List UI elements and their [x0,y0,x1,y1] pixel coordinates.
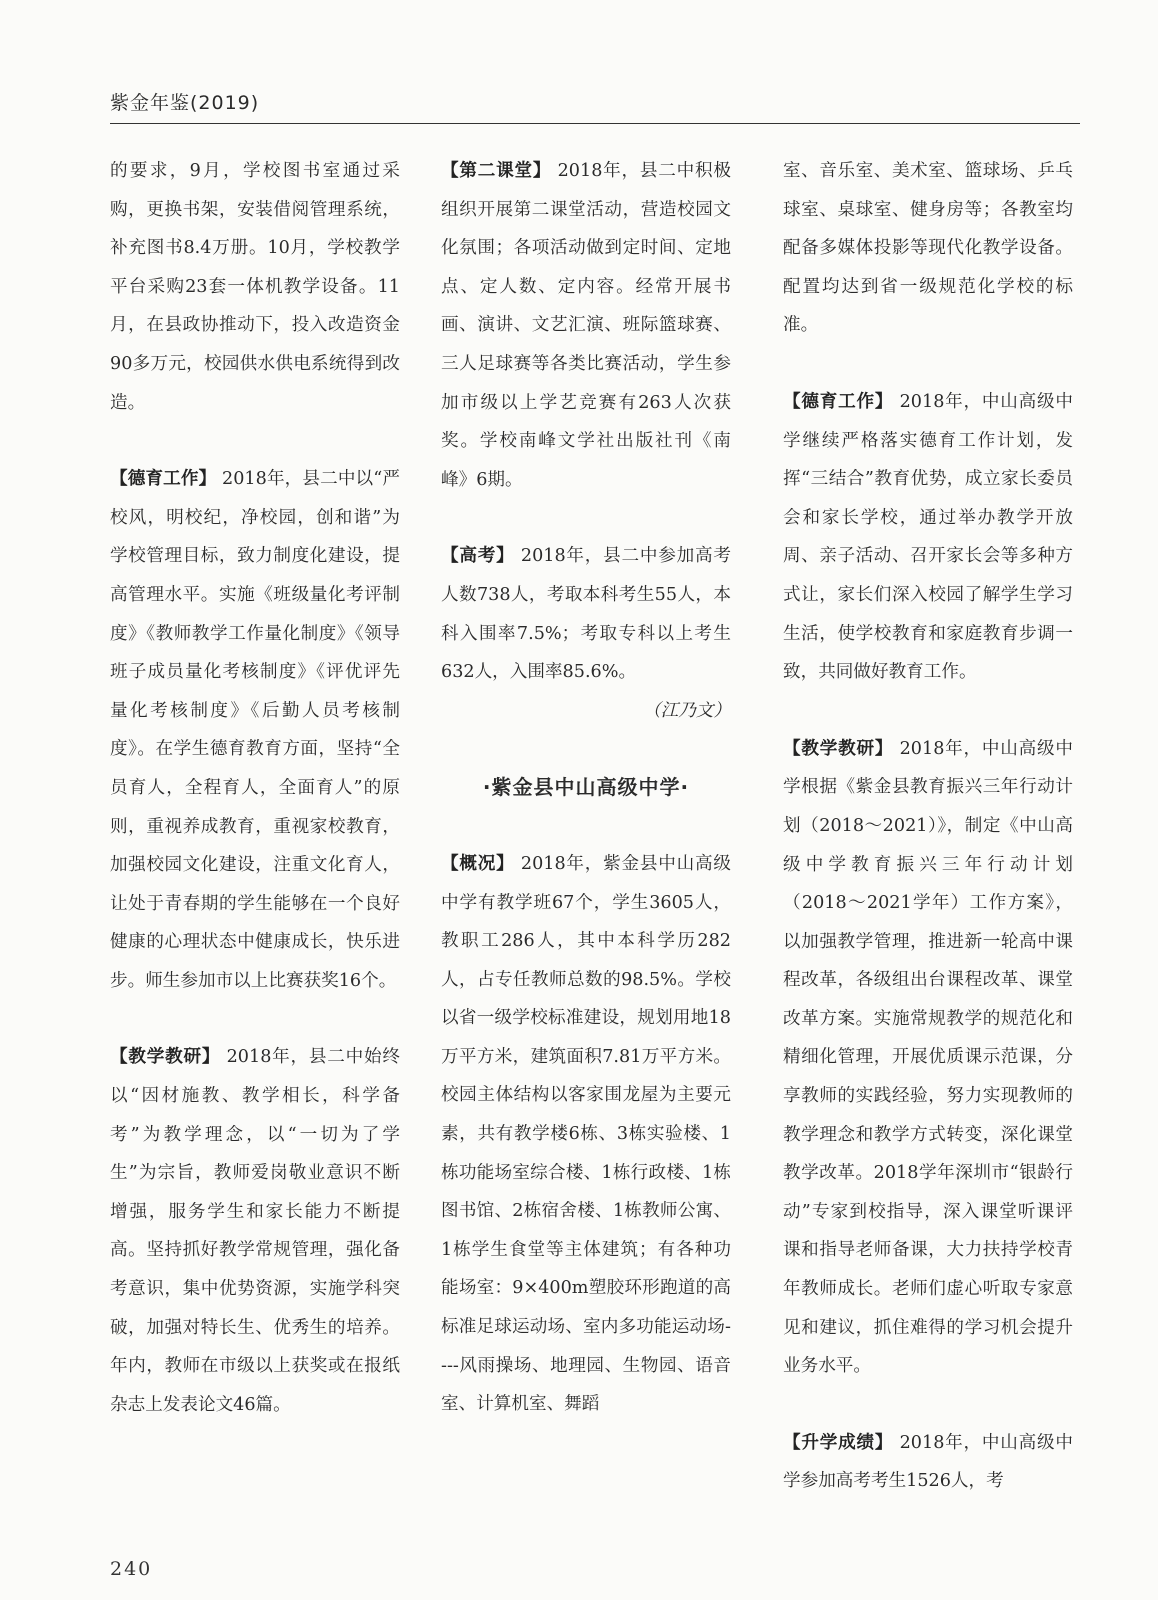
column-2 [441,152,731,1424]
paragraph-text: 2018年，中山高级中学继续严格落实德育工作计划，发挥“三结合”教育优势，成立家长委员会和家长学校，通过举办教学开放周、亲子活动、召开家长会等多种方式让，家长们深入校园了解学生学习生活，使学校教育和家庭教育步调一致，共同做好教育工作。 [783,391,1073,683]
paragraph-text: 2018年，县二中以“严校风，明校纪，净校园，创和谐”为学校管理目标，致力制度化建设，提高管理水平。实施《班级量化考评制度》《教师教学工作量化制度》《领导班子成员量化考核制度》《评优评先量化考核制度》《后勤人员考核制度》。在学生德育教育方面，坚持“全员育人，全程育人，全面育人”的原则，重视养成教育，重视家校教育，加强校园文化建设，注重文化育人，让处于青春期的学生能够在一个良好健康的心理状态中健康成长，快乐进步。师生参加市以上比赛获奖16个。 [110,469,400,991]
section-heading: ·紫金县中山高级中学· [482,775,690,800]
section-tag-moral-education: 【德育工作】 [783,391,894,412]
paragraph [441,845,731,1424]
running-title: 紫金年鉴(2019) [110,92,260,114]
paragraph [783,383,1073,692]
section-tag-moral-education: 【德育工作】 [110,469,217,490]
paragraph [110,460,400,1000]
paragraph [783,152,1073,345]
section-tag-enrollment-results: 【升学成绩】 [783,1432,894,1453]
section-tag-college-exam: 【高考】 [441,546,515,567]
header-rule [110,123,1080,124]
paragraph-text: 2018年，县二中积极组织开展第二课堂活动，营造校园文化氛围；各项活动做到定时间、定地点、定人数、定内容。经常开展书画、演讲、文艺汇演、班际篮球赛、三人足球赛等各类比赛活动，学生参加市级以上学艺竞赛有263人次获奖。学校南峰文学社出版社刊《南峰》6期。 [441,161,731,490]
paragraph [783,730,1073,1386]
paragraph [441,537,731,691]
section-tag-teaching-research: 【教学教研】 [783,738,894,759]
author-byline: （江乃文） [643,700,731,721]
paragraph-text: 2018年，中山高级中学参加高考考生1526人，考 [783,1432,1073,1492]
paragraph-text: 2018年，县二中始终以“因材施教、教学相长，科学备考”为教学理念，以“一切为了学生”为宗旨，教师爱岗敬业意识不断增强，服务学生和家长能力不断提高。坚持抓好教学常规管理，强化备考意识，集中优势资源，实施学科突破，加强对特长生、优秀生的培养。年内，教师在市级以上获奖或在报纸杂志上发表论文46篇。 [110,1047,400,1415]
paragraph [110,152,400,422]
paragraph-text: 室、音乐室、美术室、篮球场、乒乓球室、桌球室、健身房等；各教室均配备多媒体投影等现代化教学设备。配置均达到省一级规范化学校的标准。 [783,161,1073,336]
column-1 [110,152,400,1424]
paragraph-text: 2018年，县二中参加高考人数738人，考取本科考生55人，本科入围率7.5%；考取专科以上考生632人，入围率85.6%。 [441,546,731,683]
column-3 [783,152,1073,1501]
section-tag-second-classroom: 【第二课堂】 [441,161,552,181]
paragraph-text: 的要求，9月，学校图书室通过采购，更换书架，安装借阅管理系统，补充图书8.4万册。10月，学校教学平台采购23套一体机教学设备。11月，在县政协推动下，投入改造资金90多万元，校园供水供电系统得到改造。 [110,161,400,413]
section-tag-overview: 【概况】 [441,853,515,874]
paragraph [110,1038,400,1424]
paragraph-text: 2018年，紫金县中山高级中学有教学班67个，学生3605人，教职工286人，其中本科学历282人，占专任教师总数的98.5%。学校以省一级学校标准建设，规划用地18万平方米，建筑面积7.81万平方米。校园主体结构以客家围龙屋为主要元素，共有教学楼6栋、3栋实验楼、1栋功能场室综合楼、1栋行政楼、1栋图书馆、2栋宿舍楼、1栋教师公寓、1栋学生食堂等主体建筑；有各种功能场室：9×400m塑胶环形跑道的高标准足球运动场、室内多功能运动场----风雨操场、地理园、生物园、语音室、计算机室、舞蹈 [441,853,731,1415]
page-number: 240 [110,1558,153,1580]
paragraph [441,152,731,499]
paragraph-text: 2018年，中山高级中学根据《紫金县教育振兴三年行动计划（2018～2021）》，制定《中山高级中学教育振兴三年行动计划（2018～2021学年）工作方案》，以加强教学管理，推进新一轮高中课程改革，各级组出台课程改革、课堂改革方案。实施常规教学的规范化和精细化管理，开展优质课示范课，分享教师的实践经验，努力实现教师的教学理念和教学方式转变，深化课堂教学改革。2018学年深圳市“银龄行动”专家到校指导，深入课堂听课评课和指导老师备课，大力扶持学校青年教师成长。老师们虚心听取专家意见和建议，抓住难得的学习机会提升业务水平。 [783,738,1073,1377]
paragraph [783,1424,1073,1501]
section-tag-teaching-research: 【教学教研】 [110,1047,221,1068]
